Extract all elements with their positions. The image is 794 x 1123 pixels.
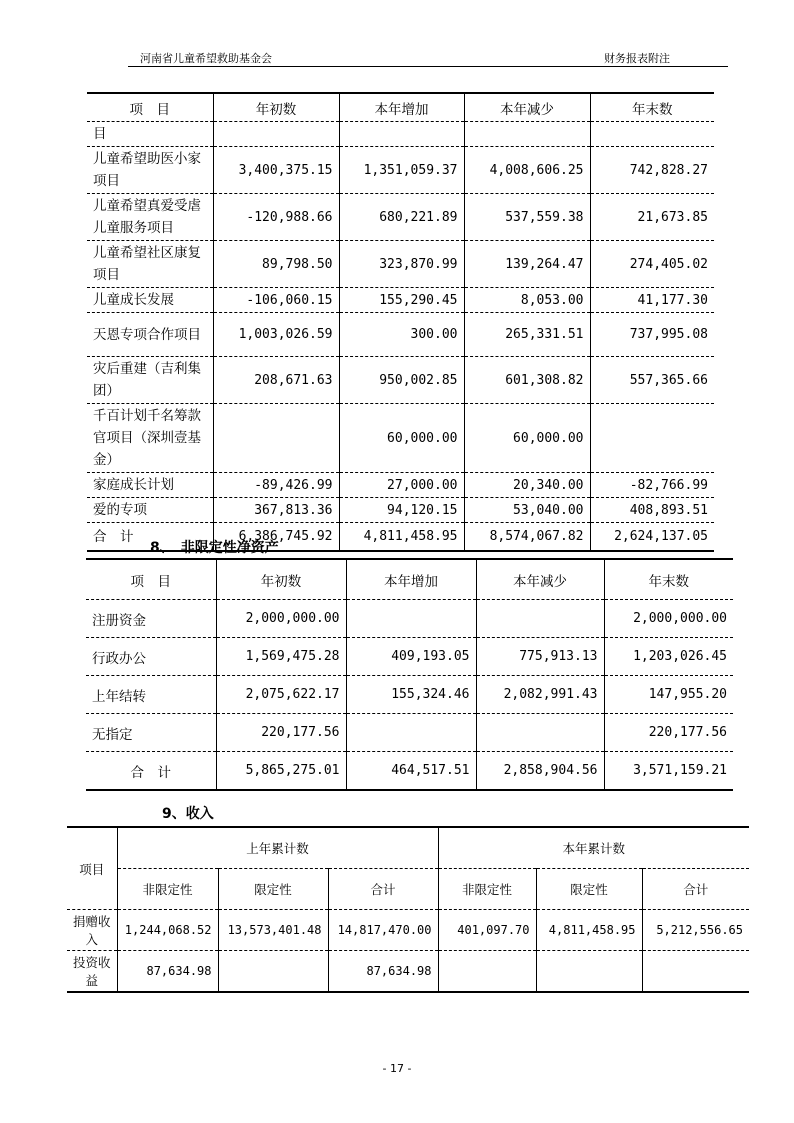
cell: -89,426.99: [213, 473, 339, 498]
col-header: 项 目: [86, 559, 216, 600]
cell: 2,858,904.56: [476, 752, 604, 791]
page-number: - 17 -: [382, 1062, 412, 1075]
cell: 27,000.00: [339, 473, 464, 498]
cell: 8,053.00: [464, 288, 590, 313]
cell: 274,405.02: [590, 241, 714, 288]
table-row: [87, 241, 714, 288]
row-label: 千百计划千名筹款官项目（深圳壹基金）: [87, 404, 213, 473]
table-row: [87, 357, 714, 404]
cell: 60,000.00: [464, 404, 590, 473]
cell: 139,264.47: [464, 241, 590, 288]
cell: 737,995.08: [590, 313, 714, 357]
cell: 3,571,159.21: [604, 752, 733, 791]
row-label: 合 计: [87, 523, 213, 552]
table-header-row: [67, 827, 749, 869]
cell: 13,573,401.48: [218, 910, 328, 951]
section-8-title: 8、 非限定性净资产: [150, 540, 279, 556]
col-header: 年末数: [604, 559, 733, 600]
cell: [346, 600, 476, 638]
row-label: 目: [87, 122, 213, 147]
cell: [339, 122, 464, 147]
cell: 155,324.46: [346, 676, 476, 714]
cell: -120,988.66: [213, 194, 339, 241]
cell: [464, 122, 590, 147]
section-9-title: 9、收入: [162, 806, 214, 822]
cell: [213, 122, 339, 147]
cell: 323,870.99: [339, 241, 464, 288]
cell: 14,817,470.00: [328, 910, 438, 951]
col-header: 本年减少: [476, 559, 604, 600]
unrestricted-net-assets-table: [86, 558, 733, 791]
row-label: 合 计: [86, 752, 216, 791]
cell: 3,400,375.15: [213, 147, 339, 194]
cell: 4,811,458.95: [339, 523, 464, 552]
cell: 5,865,275.01: [216, 752, 346, 791]
cell: 20,340.00: [464, 473, 590, 498]
cell: 6,386,745.92: [213, 523, 339, 552]
cell: 1,003,026.59: [213, 313, 339, 357]
table-header-row: [86, 559, 733, 600]
table-row: [67, 910, 749, 951]
col-header: 年末数: [590, 93, 714, 122]
cell: [213, 404, 339, 473]
cell: 220,177.56: [604, 714, 733, 752]
doc-title: 财务报表附注: [604, 52, 670, 65]
cell: 300.00: [339, 313, 464, 357]
col-header: 本年增加: [346, 559, 476, 600]
table-row: [87, 122, 714, 147]
cell: 87,634.98: [328, 951, 438, 993]
row-label: 儿童希望助医小家项目: [87, 147, 213, 194]
cell: 53,040.00: [464, 498, 590, 523]
cell: -82,766.99: [590, 473, 714, 498]
item-header: 项目: [67, 827, 117, 910]
cell: 155,290.45: [339, 288, 464, 313]
col-header: 本年增加: [339, 93, 464, 122]
cell: 409,193.05: [346, 638, 476, 676]
table-row: [86, 600, 733, 638]
table-row: [87, 498, 714, 523]
cell: 2,075,622.17: [216, 676, 346, 714]
cell: 208,671.63: [213, 357, 339, 404]
cell: 601,308.82: [464, 357, 590, 404]
col-header: 限定性: [536, 869, 642, 910]
income-table: [67, 826, 749, 993]
col-header: 合计: [642, 869, 749, 910]
row-label: 儿童希望社区康复项目: [87, 241, 213, 288]
cell: 220,177.56: [216, 714, 346, 752]
cell: [346, 714, 476, 752]
table-row: [87, 147, 714, 194]
cell: [218, 951, 328, 993]
row-label: 上年结转: [86, 676, 216, 714]
cell: 537,559.38: [464, 194, 590, 241]
row-label: 投资收益: [67, 951, 117, 993]
cell: [590, 122, 714, 147]
cell: [642, 951, 749, 993]
row-label: 儿童希望真爱受虐儿童服务项目: [87, 194, 213, 241]
col-header: 非限定性: [438, 869, 536, 910]
cell: 950,002.85: [339, 357, 464, 404]
table-row: [87, 194, 714, 241]
cell: 1,569,475.28: [216, 638, 346, 676]
cell: 2,000,000.00: [216, 600, 346, 638]
col-header: 年初数: [213, 93, 339, 122]
cell: 5,212,556.65: [642, 910, 749, 951]
group-header-prev: 上年累计数: [117, 827, 438, 869]
table-row: [86, 714, 733, 752]
col-header: 合计: [328, 869, 438, 910]
row-label: 无指定: [86, 714, 216, 752]
cell: 41,177.30: [590, 288, 714, 313]
cell: 464,517.51: [346, 752, 476, 791]
total-row: [86, 752, 733, 791]
table-row: [87, 404, 714, 473]
cell: 4,008,606.25: [464, 147, 590, 194]
col-header: 限定性: [218, 869, 328, 910]
cell: 60,000.00: [339, 404, 464, 473]
cell: 408,893.51: [590, 498, 714, 523]
cell: 367,813.36: [213, 498, 339, 523]
row-label: 灾后重建（吉利集团）: [87, 357, 213, 404]
row-label: 天恩专项合作项目: [87, 313, 213, 357]
cell: 1,244,068.52: [117, 910, 218, 951]
cell: 89,798.50: [213, 241, 339, 288]
col-header: 本年减少: [464, 93, 590, 122]
cell: [476, 714, 604, 752]
row-label: 爱的专项: [87, 498, 213, 523]
table-row: [67, 951, 749, 993]
table-row: [86, 638, 733, 676]
cell: 87,634.98: [117, 951, 218, 993]
row-label: 注册资金: [86, 600, 216, 638]
col-header: 非限定性: [117, 869, 218, 910]
table-row: [87, 473, 714, 498]
row-label: 捐赠收入: [67, 910, 117, 951]
row-label: 行政办公: [86, 638, 216, 676]
cell: [476, 600, 604, 638]
restricted-net-assets-table: [87, 92, 714, 552]
page-header: [128, 48, 728, 67]
col-header: 项 目: [87, 93, 213, 122]
cell: 1,203,026.45: [604, 638, 733, 676]
cell: 2,624,137.05: [590, 523, 714, 552]
cell: 21,673.85: [590, 194, 714, 241]
cell: 147,955.20: [604, 676, 733, 714]
cell: 265,331.51: [464, 313, 590, 357]
org-name: 河南省儿童希望救助基金会: [140, 52, 272, 65]
group-header-curr: 本年累计数: [438, 827, 749, 869]
table-row: [87, 288, 714, 313]
col-header: 年初数: [216, 559, 346, 600]
cell: 557,365.66: [590, 357, 714, 404]
table-header-row: [87, 93, 714, 122]
cell: [590, 404, 714, 473]
row-label: 儿童成长发展: [87, 288, 213, 313]
table-row: [87, 313, 714, 357]
cell: 401,097.70: [438, 910, 536, 951]
cell: 2,000,000.00: [604, 600, 733, 638]
cell: 742,828.27: [590, 147, 714, 194]
cell: 775,913.13: [476, 638, 604, 676]
cell: 8,574,067.82: [464, 523, 590, 552]
cell: 4,811,458.95: [536, 910, 642, 951]
cell: 94,120.15: [339, 498, 464, 523]
cell: [536, 951, 642, 993]
table-row: [86, 676, 733, 714]
cell: -106,060.15: [213, 288, 339, 313]
cell: [438, 951, 536, 993]
cell: 680,221.89: [339, 194, 464, 241]
cell: 1,351,059.37: [339, 147, 464, 194]
table-subheader-row: [67, 869, 749, 910]
row-label: 家庭成长计划: [87, 473, 213, 498]
cell: 2,082,991.43: [476, 676, 604, 714]
